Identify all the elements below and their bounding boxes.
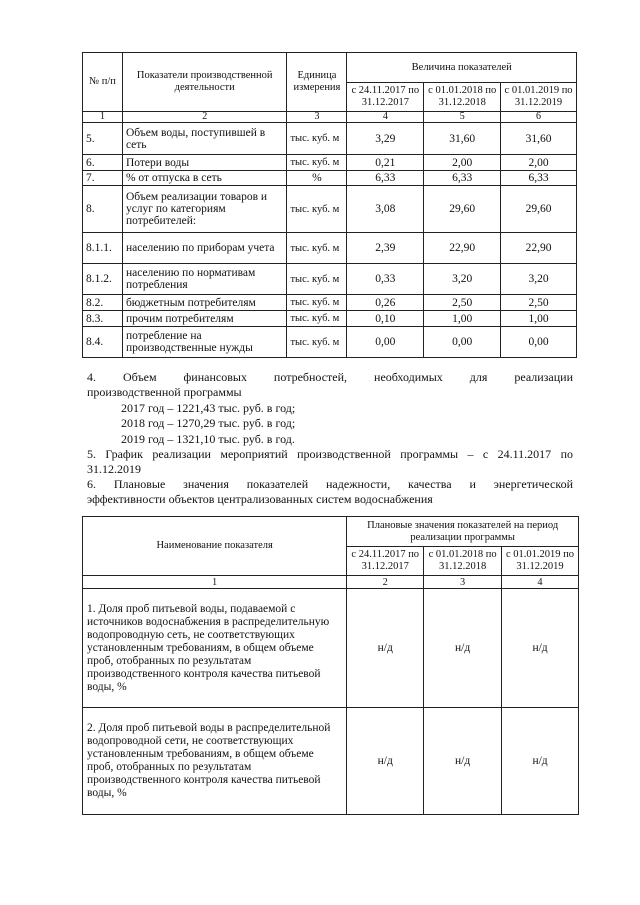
col-num: 5 (424, 112, 501, 123)
row-value-3: 0,00 (501, 327, 577, 358)
row-unit: тыс. куб. м (287, 186, 347, 233)
row-value-3: 1,00 (501, 311, 577, 327)
table-row (83, 708, 579, 815)
table-row (83, 311, 577, 327)
table-row (83, 589, 579, 708)
row-name: Потери воды (122, 155, 287, 171)
table-row (83, 186, 577, 233)
section-4-line-2: производственной программы (87, 385, 242, 399)
table-row (83, 171, 577, 186)
header-num: № п/п (83, 53, 123, 112)
table-row (83, 264, 577, 295)
indicator-name: 1. Доля проб питьевой воды, подаваемой с источников водоснабжения в распределительную водопроводную сеть, не соответствующих установленным требованиям, в общем объеме проб, отобранных по результатам производственного контроля качества питьевой воды, % (83, 589, 347, 708)
row-num: 8.2. (83, 295, 123, 311)
row-name: прочим потребителям (122, 311, 287, 327)
row-unit: тыс. куб. м (287, 295, 347, 311)
row-unit: тыс. куб. м (287, 327, 347, 358)
col-num: 6 (501, 112, 577, 123)
header-period-3: с 01.01.2019 по 31.12.2019 (501, 83, 577, 112)
row-value-2: 0,00 (424, 327, 501, 358)
col-num: 3 (424, 576, 502, 589)
row-value-2: 2,50 (424, 295, 501, 311)
row-value-3: 29,60 (501, 186, 577, 233)
row-value-1: 0,10 (347, 311, 424, 327)
row-value-2: 29,60 (424, 186, 501, 233)
section-4-line-1: 4. Объем финансовых потребностей, необходимых для реализации (87, 370, 573, 384)
header-unit: Единица измерения (287, 53, 347, 112)
row-num: 8. (83, 186, 123, 233)
year-2017-amount: 2017 год – 1221,43 тыс. руб. в год; (121, 401, 296, 415)
col-num: 1 (83, 112, 123, 123)
reliability-indicators-table (82, 516, 579, 815)
header-period-2: с 01.01.2018 по 31.12.2018 (424, 547, 502, 576)
row-unit: тыс. куб. м (287, 155, 347, 171)
table-row (83, 233, 577, 264)
row-value-2: 2,00 (424, 155, 501, 171)
col-num: 3 (287, 112, 347, 123)
row-unit: тыс. куб. м (287, 311, 347, 327)
row-value-2: 1,00 (424, 311, 501, 327)
row-value-1: 6,33 (347, 171, 424, 186)
header-period-3: с 01.01.2019 по 31.12.2019 (502, 547, 579, 576)
row-num: 5. (83, 123, 123, 155)
year-2018-amount: 2018 год – 1270,29 тыс. руб. в год; (121, 416, 296, 430)
row-value-3: 3,20 (501, 264, 577, 295)
row-name: Объем воды, поступившей в сеть (122, 123, 287, 155)
col-num: 2 (347, 576, 424, 589)
row-num: 8.4. (83, 327, 123, 358)
table-row (83, 327, 577, 358)
section-6-line-1: 6. Плановые значения показателей надежности, качества и энергетической (87, 477, 573, 491)
header-period-1: с 24.11.2017 по 31.12.2017 (347, 83, 424, 112)
row-num: 8.3. (83, 311, 123, 327)
row-value-2: н/д (424, 708, 502, 815)
year-2019-amount: 2019 год – 1321,10 тыс. руб. в год. (121, 432, 295, 446)
header-indicators: Показатели производственной деятельности (122, 53, 287, 112)
col-num: 4 (502, 576, 579, 589)
row-unit: тыс. куб. м (287, 233, 347, 264)
table-row (83, 295, 577, 311)
row-value-3: 2,00 (501, 155, 577, 171)
row-name: населению по приборам учета (122, 233, 287, 264)
row-value-2: 31,60 (424, 123, 501, 155)
header-values: Величина показателей (347, 53, 577, 83)
row-num: 8.1.2. (83, 264, 123, 295)
row-value-3: н/д (502, 589, 579, 708)
row-value-1: 0,00 (347, 327, 424, 358)
row-num: 8.1.1. (83, 233, 123, 264)
row-value-1: н/д (347, 589, 424, 708)
row-name: потребление на производственные нужды (122, 327, 287, 358)
row-name: бюджетным потребителям (122, 295, 287, 311)
row-value-3: 2,50 (501, 295, 577, 311)
table-row (83, 123, 577, 155)
row-value-1: 3,08 (347, 186, 424, 233)
header-period-2: с 01.01.2018 по 31.12.2018 (424, 83, 501, 112)
row-value-2: н/д (424, 589, 502, 708)
row-value-2: 3,20 (424, 264, 501, 295)
row-value-2: 22,90 (424, 233, 501, 264)
row-value-1: н/д (347, 708, 424, 815)
row-unit: тыс. куб. м (287, 264, 347, 295)
row-num: 6. (83, 155, 123, 171)
col-num: 1 (83, 576, 347, 589)
row-name: Объем реализации товаров и услуг по категориям потребителей: (122, 186, 287, 233)
row-value-3: 6,33 (501, 171, 577, 186)
row-value-1: 2,39 (347, 233, 424, 264)
row-value-1: 0,21 (347, 155, 424, 171)
table-row (83, 155, 577, 171)
header-period-1: с 24.11.2017 по 31.12.2017 (347, 547, 424, 576)
row-value-3: 31,60 (501, 123, 577, 155)
production-indicators-table (82, 52, 577, 358)
row-unit: % (287, 171, 347, 186)
row-value-3: н/д (502, 708, 579, 815)
row-value-1: 3,29 (347, 123, 424, 155)
col-num: 4 (347, 112, 424, 123)
row-name: населению по нормативам потребления (122, 264, 287, 295)
row-value-3: 22,90 (501, 233, 577, 264)
section-5-line-1: 5. График реализации мероприятий производственной программы – с 24.11.2017 по (87, 447, 573, 461)
row-value-1: 0,26 (347, 295, 424, 311)
row-name: % от отпуска в сеть (122, 171, 287, 186)
section-5-line-2: 31.12.2019 (87, 462, 141, 476)
indicator-name: 2. Доля проб питьевой воды в распределительной водопроводной сети, не соответствующих установленным требованиям, в общем объеме проб, отобранных по результатам производственного контроля качества питьевой воды, % (83, 708, 347, 815)
header-planned-values: Плановые значения показателей на период реализации программы (347, 517, 579, 547)
section-6-line-2: эффективности объектов централизованных систем водоснабжения (87, 492, 433, 506)
row-value-2: 6,33 (424, 171, 501, 186)
row-num: 7. (83, 171, 123, 186)
header-indicator-name: Наименование показателя (83, 517, 347, 576)
row-unit: тыс. куб. м (287, 123, 347, 155)
col-num: 2 (122, 112, 287, 123)
row-value-1: 0,33 (347, 264, 424, 295)
